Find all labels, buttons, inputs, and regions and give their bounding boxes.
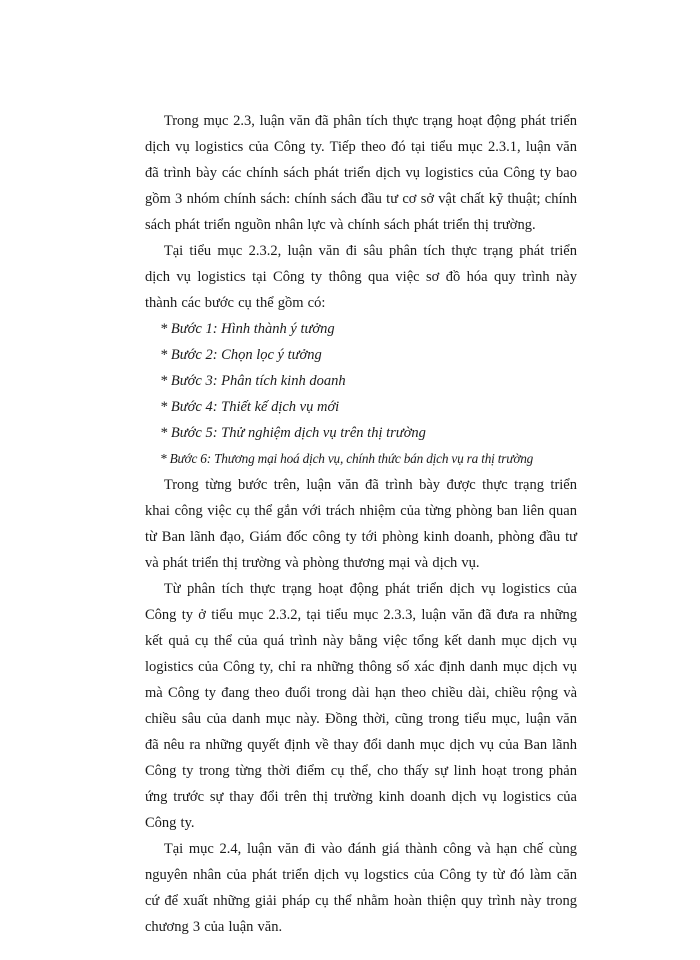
paragraph-section-2-3-summary: Trong mục 2.3, luận văn đã phân tích thực trạng hoạt động phát triển dịch vụ logistics của Công ty. Tiếp theo đó tại tiểu mục 2.3.1, luận văn đã trình bày các chính sách phát triển dịch vụ logistics của Công ty bao gồm 3 nhóm chính sách: chính sách đầu tư cơ sở vật chất kỹ thuật; chính sách phát triển nguồn nhân lực và chính sách phát triển thị trường. [145,113,577,233]
paragraph-section-2-3-2-intro: Tại tiểu mục 2.3.2, luận văn đi sâu phân tích thực trạng phát triển dịch vụ logistics tại Công ty thông qua việc sơ đồ hóa quy trình này thành các bước cụ thể gồm có: [145,243,577,311]
step-item-5: * Bước 5: Thử nghiệm dịch vụ trên thị trường [160,425,426,441]
paragraph-steps-implementation: Trong từng bước trên, luận văn đã trình bày được thực trạng triển khai công việc cụ thể gắn với trách nhiệm của từng phòng ban liên quan từ Ban lãnh đạo, Giám đốc công ty tới phòng kinh doanh, phòng đầu tư và phát triển thị trường và phòng thương mại và dịch vụ. [145,477,577,571]
process-steps-list [145,316,577,472]
paragraph-section-2-4-evaluation: Tại mục 2.4, luận văn đi vào đánh giá thành công và hạn chế cùng nguyên nhân của phát triển dịch vụ logstics của Công ty từ đó làm căn cứ để xuất những giải pháp cụ thể nhằm hoàn thiện quy trình này trong chương 3 của luận văn. [145,841,577,935]
step-item-1: * Bước 1: Hình thành ý tưởng [160,321,335,337]
step-item-2: * Bước 2: Chọn lọc ý tưởng [160,347,322,363]
step-item-4: * Bước 4: Thiết kế dịch vụ mới [160,399,340,415]
step-item-3: * Bước 3: Phân tích kinh doanh [160,373,346,389]
paragraph-section-2-3-3-results: Từ phân tích thực trạng hoạt động phát triển dịch vụ logistics của Công ty ở tiểu mục 2.3.2, tại tiểu mục 2.3.3, luận văn đã đưa ra những kết quả cụ thể của quá trình này bằng việc tổng kết danh mục dịch vụ logistics của Công ty, chỉ ra những thông số xác định danh mục dịch vụ mà Công ty đang theo đuổi trong dài hạn theo chiều dài, chiều rộng và chiều sâu của danh mục này. Đồng thời, cũng trong tiểu mục, luận văn đã nêu ra những quyết định về thay đổi danh mục dịch vụ của Ban lãnh Công ty trong từng thời điểm cụ thể, cho thấy sự linh hoạt trong phản ứng trước sự thay đổi trên thị trường kinh doanh dịch vụ logistics của Công ty. [145,581,577,831]
document-body [145,108,577,940]
step-item-6: * Bước 6: Thương mại hoá dịch vụ, chính thức bán dịch vụ ra thị trường [160,451,534,466]
